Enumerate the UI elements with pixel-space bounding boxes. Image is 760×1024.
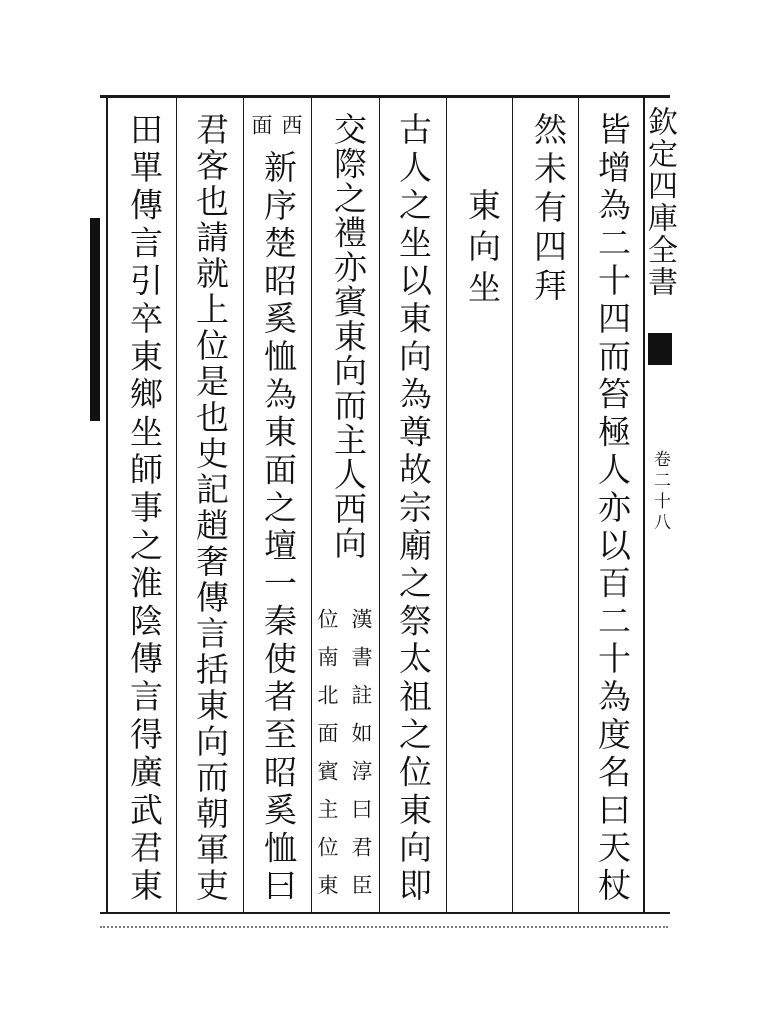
column-rule xyxy=(578,98,579,912)
text-column-5: 交際之禮亦賓東向而主人西向 xyxy=(329,112,368,561)
annotation-continuation-right: 西 xyxy=(279,114,303,135)
annotation-continuation-left: 面 xyxy=(249,114,273,135)
section-heading: 東向坐 xyxy=(463,188,502,311)
fish-tail-block xyxy=(648,333,672,365)
column-rule xyxy=(379,98,380,912)
column-rule xyxy=(311,98,312,912)
text-column-4: 古人之坐以東向為尊故宗廟之祭太祖之位東向即 xyxy=(394,112,433,906)
text-column-8: 田單傳言引卒東鄉坐師事之淮陰傳言得廣武君東 xyxy=(125,112,164,906)
frame-bottom-border xyxy=(100,912,670,914)
volume-label: 卷二十八 xyxy=(650,450,670,534)
margin-title-clip xyxy=(642,98,677,358)
annotation-right: 漢書註如淳曰君臣 xyxy=(349,608,373,912)
book-title: 欽定四庫全書 xyxy=(642,106,677,298)
bottom-scan-marks xyxy=(100,926,668,928)
column-rule xyxy=(243,98,244,912)
text-column-6: 新序楚昭奚恤為東面之壇一秦使者至昭奚恤曰 xyxy=(259,150,298,906)
column-rule xyxy=(446,98,447,912)
frame-top-border xyxy=(100,95,670,98)
column-rule xyxy=(512,98,513,912)
annotation-left: 位南北面賓主位東 xyxy=(315,608,339,912)
text-column-2: 然未有四拜 xyxy=(529,112,568,307)
binding-shadow xyxy=(90,218,100,421)
frame-left-border xyxy=(106,96,108,914)
text-column-7: 君客也請就上位是也史記趙奢傳言括東向而朝軍吏 xyxy=(191,112,230,904)
column-rule xyxy=(176,98,177,912)
text-column-1: 皆增為二十四而笞極人亦以百二十為度名曰天杖 xyxy=(593,112,632,906)
